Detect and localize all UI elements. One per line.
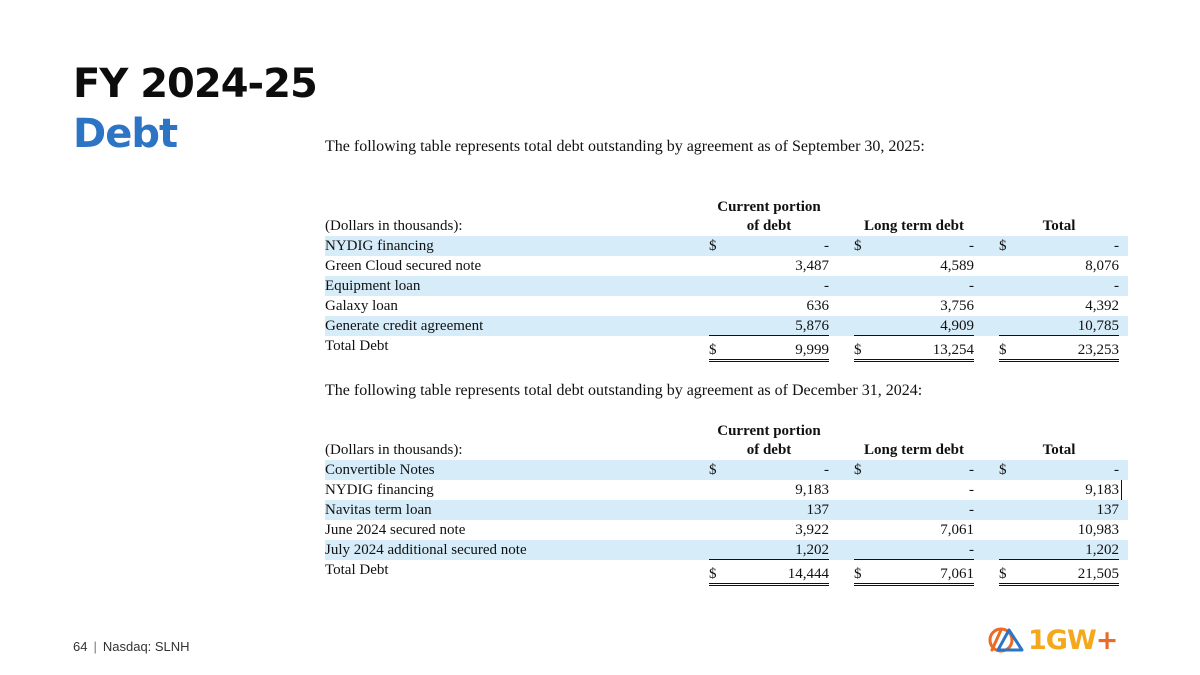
table-row xyxy=(325,480,1128,500)
current-portion-total: 9,999 xyxy=(795,342,829,358)
long-term-value: - xyxy=(969,462,974,478)
long-term-total: 13,254 xyxy=(932,342,974,358)
table1-intro: The following table represents total debt outstanding by agreement as of September 30, 2025: xyxy=(325,138,925,155)
table-row xyxy=(325,256,1128,276)
row-label: Convertible Notes xyxy=(325,462,435,478)
total-label: Total Debt xyxy=(325,338,389,354)
current-portion-value: 636 xyxy=(806,298,829,314)
total-value: 10,785 xyxy=(1077,318,1119,334)
total-value: 4,392 xyxy=(1085,298,1119,314)
currency-symbol: $ xyxy=(709,238,717,254)
total-value: 10,983 xyxy=(1077,522,1119,538)
current-portion-value: - xyxy=(824,462,829,478)
long-term-value: 3,756 xyxy=(940,298,974,314)
dollars-header: (Dollars in thousands): xyxy=(325,441,693,461)
long-term-value: 4,909 xyxy=(940,318,974,334)
current-portion-value: - xyxy=(824,238,829,254)
total-value: - xyxy=(1114,278,1119,294)
currency-symbol: $ xyxy=(999,462,1007,478)
current-portion-header xyxy=(709,197,829,237)
long-term-value: - xyxy=(969,542,974,558)
long-term-value: 7,061 xyxy=(940,522,974,538)
current-portion-total: 14,444 xyxy=(787,566,829,582)
triangle-circle-logo-icon xyxy=(988,626,1026,654)
long-term-value: - xyxy=(969,502,974,518)
header-line: of debt xyxy=(746,218,792,234)
current-portion-value: - xyxy=(824,278,829,294)
total-value: - xyxy=(1114,238,1119,254)
total-row xyxy=(325,340,1128,360)
currency-symbol: $ xyxy=(854,342,862,358)
total-value: - xyxy=(1114,462,1119,478)
row-label: Equipment loan xyxy=(325,278,421,294)
table-row xyxy=(325,276,1128,296)
table2-intro: The following table represents total debt outstanding by agreement as of December 31, 2024: xyxy=(325,382,923,399)
logo-wordmark: 1GW xyxy=(1028,624,1096,656)
logo-text xyxy=(1028,625,1117,656)
current-portion-header xyxy=(709,421,829,461)
currency-symbol: $ xyxy=(999,238,1007,254)
table-header xyxy=(325,197,1128,237)
slide-subtitle: Debt xyxy=(73,111,178,157)
currency-symbol: $ xyxy=(709,566,717,582)
table-row xyxy=(325,460,1128,480)
table-row xyxy=(325,540,1128,560)
grand-total: 23,253 xyxy=(1077,342,1119,358)
table-row xyxy=(325,296,1128,316)
long-term-value: - xyxy=(969,482,974,498)
page-number: 64 xyxy=(73,639,88,654)
text-cursor xyxy=(1121,480,1122,500)
currency-symbol: $ xyxy=(854,238,862,254)
header-line: of debt xyxy=(746,442,792,458)
current-portion-value: 3,922 xyxy=(795,522,829,538)
dollars-header: (Dollars in thousands): xyxy=(325,217,693,237)
long-term-value: - xyxy=(969,278,974,294)
table-row xyxy=(325,236,1128,256)
table-header xyxy=(325,421,1128,461)
long-term-header: Long term debt xyxy=(854,217,974,237)
current-portion-value: 3,487 xyxy=(795,258,829,274)
grand-total: 21,505 xyxy=(1077,566,1119,582)
total-header: Total xyxy=(999,441,1119,461)
row-label: June 2024 secured note xyxy=(325,522,466,538)
slide-title: FY 2024-25 xyxy=(73,61,317,107)
header-line: Current portion xyxy=(717,423,821,439)
row-label: Galaxy loan xyxy=(325,298,398,314)
total-value: 137 xyxy=(1096,502,1119,518)
total-value: 1,202 xyxy=(1085,542,1119,558)
total-header: Total xyxy=(999,217,1119,237)
long-term-total: 7,061 xyxy=(940,566,974,582)
logo-plus: + xyxy=(1095,624,1118,656)
current-portion-value: 137 xyxy=(806,502,829,518)
footer xyxy=(73,639,190,654)
long-term-header: Long term debt xyxy=(854,441,974,461)
currency-symbol: $ xyxy=(854,566,862,582)
long-term-value: 4,589 xyxy=(940,258,974,274)
currency-symbol: $ xyxy=(999,342,1007,358)
long-term-value: - xyxy=(969,238,974,254)
total-value: 8,076 xyxy=(1085,258,1119,274)
table-row xyxy=(325,500,1128,520)
currency-symbol: $ xyxy=(854,462,862,478)
currency-symbol: $ xyxy=(999,566,1007,582)
total-row xyxy=(325,564,1128,584)
total-label: Total Debt xyxy=(325,562,389,578)
table-row xyxy=(325,316,1128,336)
total-value: 9,183 xyxy=(1085,482,1119,498)
row-label: Green Cloud secured note xyxy=(325,258,482,274)
row-label: July 2024 additional secured note xyxy=(325,542,527,558)
table-row xyxy=(325,520,1128,540)
current-portion-value: 9,183 xyxy=(795,482,829,498)
current-portion-value: 5,876 xyxy=(795,318,829,334)
currency-symbol: $ xyxy=(709,462,717,478)
row-label: Generate credit agreement xyxy=(325,318,484,334)
row-label: NYDIG financing xyxy=(325,238,434,254)
row-label: Navitas term loan xyxy=(325,502,432,518)
footer-separator: | xyxy=(93,639,97,654)
currency-symbol: $ xyxy=(709,342,717,358)
header-line: Current portion xyxy=(717,199,821,215)
ticker: Nasdaq: SLNH xyxy=(102,639,190,654)
company-logo xyxy=(988,624,1117,656)
row-label: NYDIG financing xyxy=(325,482,434,498)
current-portion-value: 1,202 xyxy=(795,542,829,558)
